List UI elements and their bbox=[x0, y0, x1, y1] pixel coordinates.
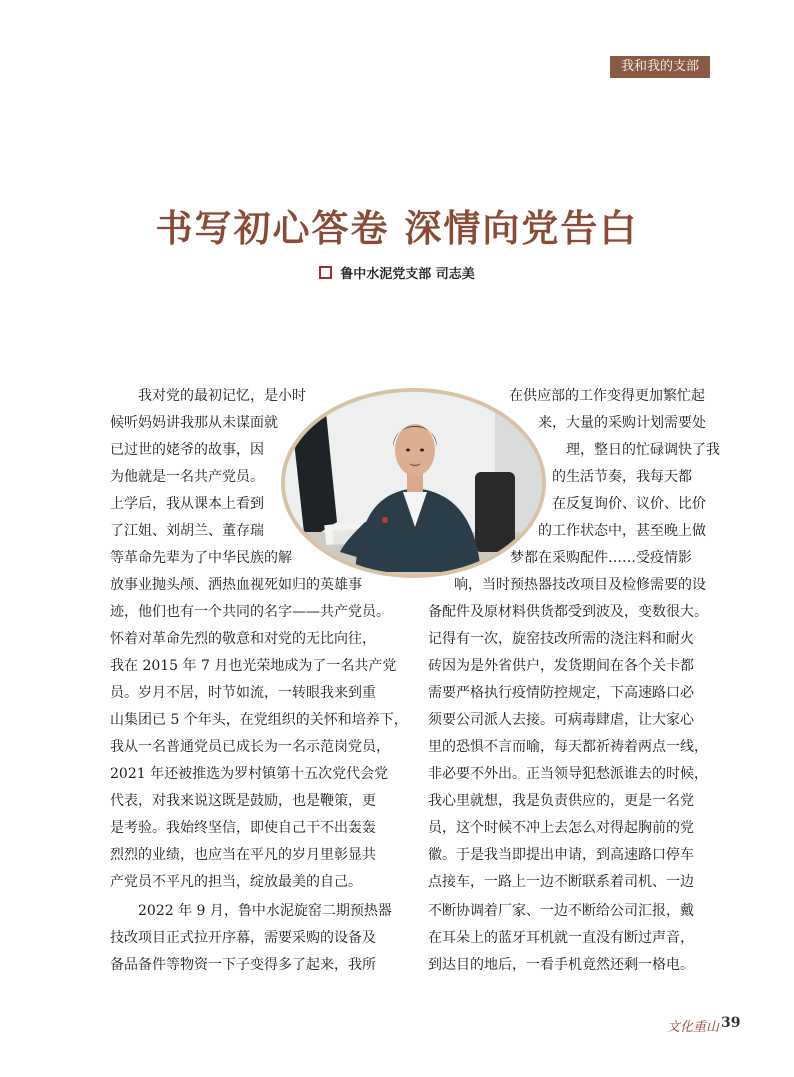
left-line: 候听妈妈讲我那从未谋面就 bbox=[110, 415, 278, 431]
left-line: 我从一名普通党员已成长为一名示范岗党员， bbox=[110, 739, 390, 755]
right-line: 须要公司派人去接。可病毒肆虐，让大家心 bbox=[428, 712, 694, 728]
right-line: 不断协调着厂家、一边不断给公司汇报，戴 bbox=[428, 903, 694, 919]
left-line: 了江姐、刘胡兰、董存瑞 bbox=[110, 523, 264, 539]
right-line: 徽。于是我当即提出申请，到高速路口停车 bbox=[428, 847, 694, 863]
right-line: 的生活节奏，我每天都 bbox=[552, 469, 692, 485]
right-line: 在供应部的工作变得更加繁忙起 bbox=[509, 388, 705, 404]
left-line: 烈烈的业绩，也应当在平凡的岁月里彰显共 bbox=[110, 847, 376, 863]
page-number: 39 bbox=[721, 1015, 741, 1031]
left-line: 是考验。我始终坚信，即使自己干不出轰轰 bbox=[110, 820, 376, 836]
right-line: 到达目的地后，一看手机竟然还剩一格电。 bbox=[428, 957, 694, 973]
author-line: 鲁中水泥党支部 司志美 bbox=[340, 267, 475, 282]
right-line: 砖因为是外省供户，发货期间在各个关卡都 bbox=[428, 658, 694, 674]
right-line: 理，整日的忙碌调快了我 bbox=[566, 442, 720, 458]
section-tag: 我和我的支部 bbox=[610, 56, 710, 78]
right-line: 响，当时预热器技改项目及检修需要的设 bbox=[454, 577, 706, 593]
author-photo bbox=[281, 388, 546, 578]
left-line: 2021 年还被推选为罗村镇第十五次党代会党 bbox=[110, 766, 389, 782]
right-line: 点接车，一路上一边不断联系着司机、一边 bbox=[428, 874, 694, 890]
right-line: 记得有一次，旋窑技改所需的浇注料和耐火 bbox=[428, 631, 694, 647]
right-line: 来，大量的采购计划需要处 bbox=[538, 415, 706, 431]
right-line: 梦都在采购配件……受疫情影 bbox=[510, 550, 692, 566]
square-bullet-icon bbox=[319, 266, 332, 279]
right-line: 员，这个时候不冲上去怎么对得起胸前的党 bbox=[428, 820, 694, 836]
article-title: 书写初心答卷 深情向党告白 bbox=[155, 206, 639, 250]
left-line: 技改项目正式拉开序幕，需要采购的设备及 bbox=[110, 930, 376, 946]
left-line: 放事业抛头颅、洒热血视死如归的英雄事 bbox=[110, 577, 362, 593]
left-line: 产党员不平凡的担当，绽放最美的自己。 bbox=[110, 874, 362, 890]
byline bbox=[0, 263, 794, 282]
right-line: 非必要不外出。正当领导犯愁派谁去的时候， bbox=[428, 766, 708, 782]
right-line: 需要严格执行疫情防控规定，下高速路口必 bbox=[428, 685, 694, 701]
right-line: 的工作状态中，甚至晚上做 bbox=[538, 523, 706, 539]
left-line: 2022 年 9 月，鲁中水泥旋窑二期预热器 bbox=[138, 903, 392, 919]
left-line: 怀着对革命先烈的敬意和对党的无比向往， bbox=[110, 631, 376, 647]
left-line: 迹，他们也有一个共同的名字——共产党员。 bbox=[110, 604, 390, 620]
left-line: 等革命先辈为了中华民族的解 bbox=[110, 550, 292, 566]
magazine-brand: 文化重山 bbox=[667, 1020, 720, 1035]
left-line: 为他就是一名共产党员。 bbox=[110, 469, 264, 485]
office-scene-illustration bbox=[285, 392, 542, 574]
left-line: 山集团已 5 个年头，在党组织的关怀和培养下， bbox=[110, 712, 408, 728]
right-line: 在反复询价、议价、比价 bbox=[552, 496, 706, 512]
left-line: 备品备件等物资一下子变得多了起来，我所 bbox=[110, 957, 376, 973]
left-line: 代表，对我来说这既是鼓励，也是鞭策，更 bbox=[110, 793, 376, 809]
right-line: 备配件及原材料供货都受到波及，变数很大。 bbox=[428, 604, 708, 620]
right-line: 我心里就想，我是负责供应的，更是一名党 bbox=[428, 793, 694, 809]
left-line: 我在 2015 年 7 月也光荣地成为了一名共产党 bbox=[110, 658, 397, 674]
left-line: 员。岁月不居，时节如流，一转眼我来到重 bbox=[110, 685, 376, 701]
left-line: 上学后，我从课本上看到 bbox=[110, 496, 264, 512]
right-line: 里的恐惧不言而喻，每天都祈祷着两点一线， bbox=[428, 739, 708, 755]
right-line: 在耳朵上的蓝牙耳机就一直没有断过声音， bbox=[428, 930, 694, 946]
left-line: 已过世的姥爷的故事，因 bbox=[110, 442, 264, 458]
left-line: 我对党的最初记忆，是小时 bbox=[138, 388, 306, 404]
